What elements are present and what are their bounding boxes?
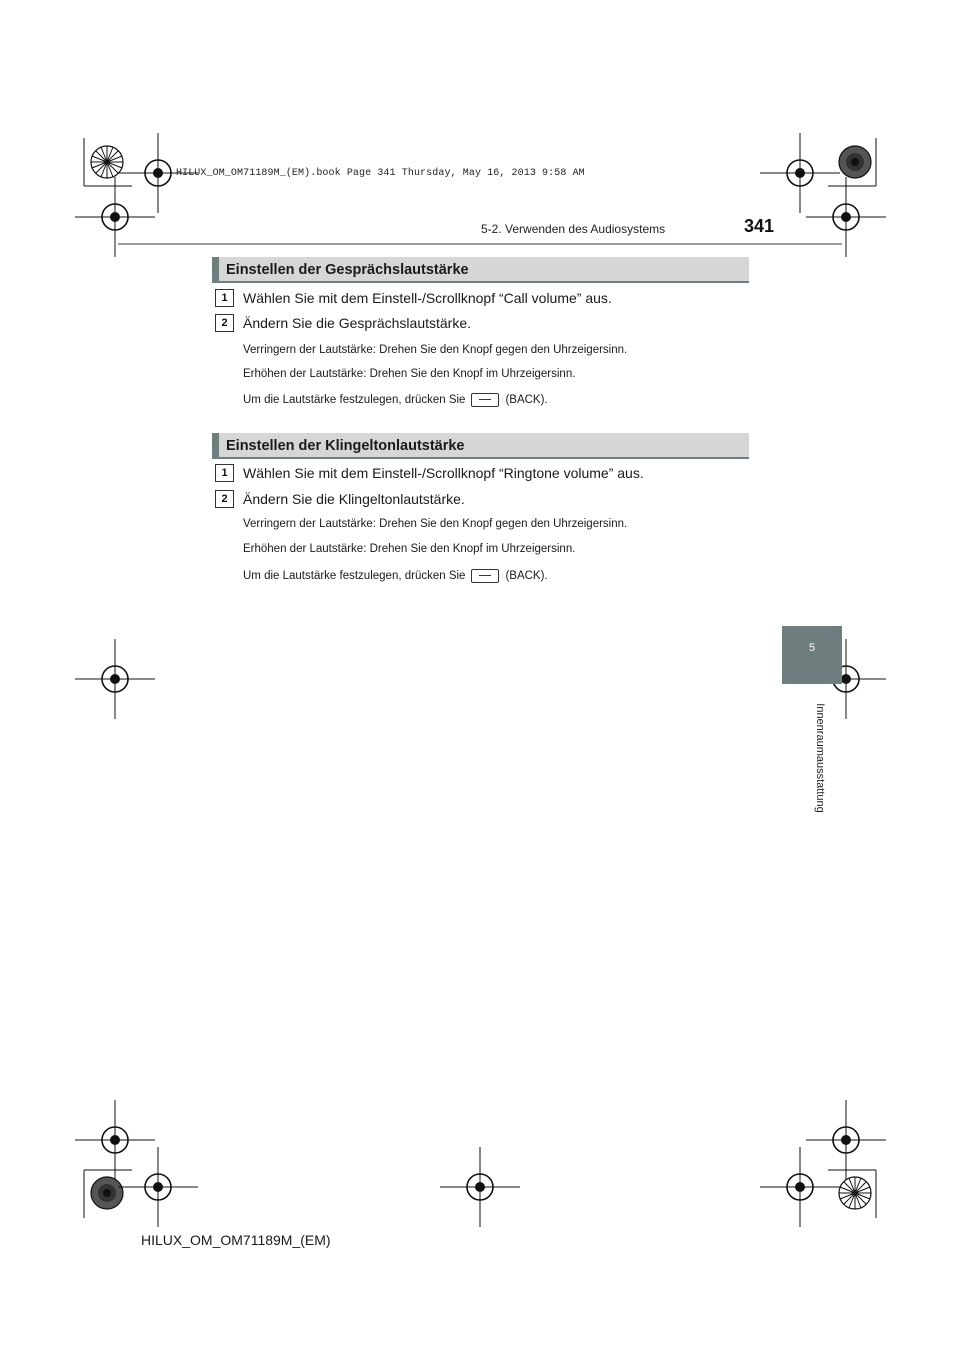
- section-reference: 5-2. Verwenden des Audiosystems: [481, 222, 666, 236]
- note-decrease: Verringern der Lautstärke: Drehen Sie den Knopf gegen den Uhrzeigersinn.: [243, 518, 628, 530]
- chapter-tab: [782, 626, 842, 684]
- back-button-icon: [471, 393, 499, 407]
- confirm-text: Um die Lautstärke festzulegen, drücken Sie: [243, 394, 466, 407]
- confirm-suffix: (BACK).: [505, 570, 548, 583]
- section-heading-text: Einstellen der Gesprächslautstärke: [226, 262, 469, 278]
- book-info-line: HILUX_OM_OM71189M_(EM).book Page 341 Thursday, May 16, 2013 9:58 AM: [176, 168, 585, 179]
- note-decrease: Verringern der Lautstärke: Drehen Sie den Knopf gegen den Uhrzeigersinn.: [243, 344, 628, 356]
- confirm-text: Um die Lautstärke festzulegen, drücken Sie: [243, 570, 466, 583]
- back-button-icon: [471, 569, 499, 583]
- note-confirm: [243, 393, 548, 407]
- confirm-suffix: (BACK).: [505, 394, 548, 407]
- step-text: Ändern Sie die Klingeltonlautstärke.: [243, 491, 465, 507]
- section-heading-ringtone-volume: [212, 433, 749, 459]
- step-text: Wählen Sie mit dem Einstell-/Scrollknopf “Ringtone volume” aus.: [243, 465, 644, 481]
- note-confirm: [243, 569, 548, 583]
- step-text: Ändern Sie die Gesprächslautstärke.: [243, 315, 472, 331]
- page-number: 341: [744, 216, 775, 236]
- chapter-label: Innenraumausstattung: [814, 703, 826, 813]
- section-heading-text: Einstellen der Klingeltonlautstärke: [226, 438, 465, 454]
- note-increase: Erhöhen der Lautstärke: Drehen Sie den Knopf im Uhrzeigersinn.: [243, 543, 576, 555]
- chapter-number: 5: [808, 642, 816, 654]
- document-code: HILUX_OM_OM71189M_(EM): [141, 1232, 331, 1248]
- section-heading-call-volume: [212, 257, 749, 283]
- header-rule: [118, 243, 842, 245]
- step-number: 1: [215, 464, 234, 482]
- step-text: Wählen Sie mit dem Einstell-/Scrollknopf “Call volume” aus.: [243, 290, 612, 306]
- step-number: 2: [215, 314, 234, 332]
- step-number: 1: [215, 289, 234, 307]
- note-increase: Erhöhen der Lautstärke: Drehen Sie den Knopf im Uhrzeigersinn.: [243, 368, 576, 380]
- step-number: 2: [215, 490, 234, 508]
